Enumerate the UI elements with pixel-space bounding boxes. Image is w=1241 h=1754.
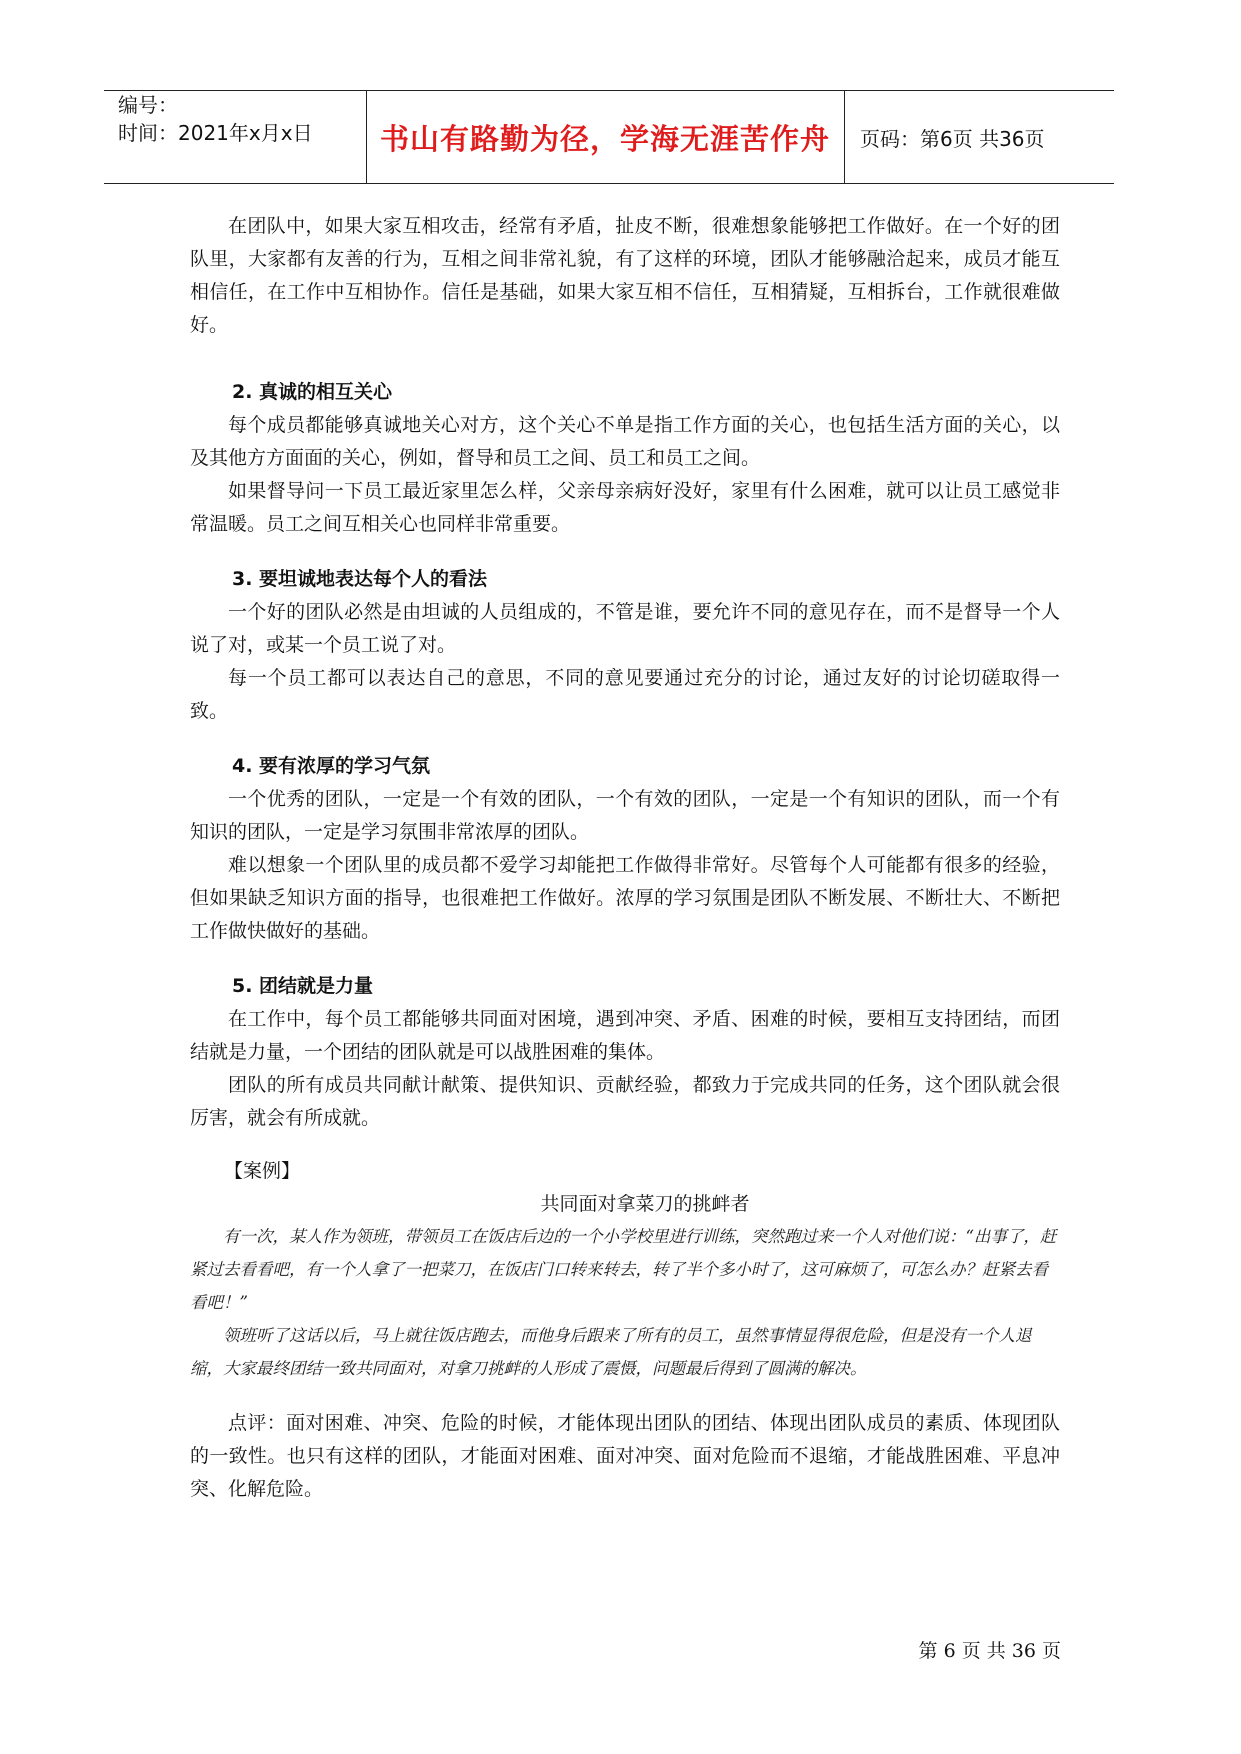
header-meta — [104, 91, 367, 183]
page-footer: 第 6 页 共 36 页 — [918, 1640, 1061, 1662]
header-motto: 书山有路勤为径，学海无涯苦作舟 — [366, 91, 845, 183]
page-header — [104, 90, 1114, 184]
case-story-paragraph: 有一次，某人作为领班，带领员工在饭店后边的一个小学校里进行训练，突然跑过来一个人对他们说：“出事了，赶紧过去看看吧，有一个人拿了一把菜刀，在饭店门口转来转去，转了半个多小时了，这可麻烦了，可怎么办？赶紧去看看吧！” — [190, 1227, 1057, 1312]
paragraph: 一个好的团队必然是由坦诚的人员组成的，不管是谁，要允许不同的意见存在，而不是督导一个人说了对，或某一个员工说了对。 — [190, 601, 1060, 656]
case-title: 共同面对拿菜刀的挑衅者 — [540, 1193, 750, 1215]
paragraph: 一个优秀的团队，一定是一个有效的团队，一个有效的团队，一定是一个有知识的团队，而一个有知识的团队，一定是学习氛围非常浓厚的团队。 — [190, 788, 1060, 843]
section-heading: 4. 要有浓厚的学习气氛 — [232, 755, 431, 777]
time-label: 时间：2021年x月x日 — [118, 121, 313, 145]
case-study — [190, 1155, 1060, 1506]
section-heading: 2. 真诚的相互关心 — [232, 381, 393, 403]
document-body — [190, 210, 1060, 1506]
section-2 — [190, 376, 1060, 541]
intro-paragraph: 在团队中，如果大家互相攻击，经常有矛盾，扯皮不断，很难想象能够把工作做好。在一个好的团队里，大家都有友善的行为，互相之间非常礼貌，有了这样的环境，团队才能够融洽起来，成员才能互相信任，在工作中互相协作。信任是基础，如果大家互相不信任，互相猜疑，互相拆台，工作就很难做好。 — [190, 215, 1060, 336]
paragraph: 在工作中，每个员工都能够共同面对困境，遇到冲突、矛盾、困难的时候，要相互支持团结，而团结就是力量，一个团结的团队就是可以战胜困难的集体。 — [190, 1008, 1060, 1063]
case-comment: 点评：面对困难、冲突、危险的时候，才能体现出团队的团结、体现出团队成员的素质、体现团队的一致性。也只有这样的团队，才能面对困难、面对冲突、面对危险而不退缩，才能战胜困难、平息冲突、化解危险。 — [190, 1412, 1060, 1500]
number-label: 编号： — [118, 93, 178, 117]
section-heading: 5. 团结就是力量 — [232, 975, 374, 997]
case-label: 【案例】 — [224, 1160, 301, 1182]
paragraph: 每一个员工都可以表达自己的意思，不同的意见要通过充分的讨论，通过友好的讨论切磋取得一致。 — [190, 667, 1060, 722]
paragraph: 难以想象一个团队里的成员都不爱学习却能把工作做得非常好。尽管每个人可能都有很多的经验，但如果缺乏知识方面的指导，也很难把工作做好。浓厚的学习氛围是团队不断发展、不断壮大、不断把工作做快做好的基础。 — [190, 854, 1060, 942]
paragraph: 每个成员都能够真诚地关心对方，这个关心不单是指工作方面的关心，也包括生活方面的关心，以及其他方方面面的关心，例如，督导和员工之间、员工和员工之间。 — [190, 414, 1060, 469]
case-story-paragraph: 领班听了这话以后，马上就往饭店跑去，而他身后跟来了所有的员工，虽然事情显得很危险，但是没有一个人退缩，大家最终团结一致共同面对，对拿刀挑衅的人形成了震慑，问题最后得到了圆满的解决。 — [190, 1326, 1032, 1378]
section-5 — [190, 970, 1060, 1135]
paragraph: 如果督导问一下员工最近家里怎么样，父亲母亲病好没好，家里有什么困难，就可以让员工感觉非常温暖。员工之间互相关心也同样非常重要。 — [190, 480, 1060, 535]
section-heading: 3. 要坦诚地表达每个人的看法 — [232, 568, 488, 590]
header-page-label: 页码：第6页 共36页 — [860, 126, 1045, 151]
section-3 — [190, 563, 1060, 728]
section-4 — [190, 750, 1060, 948]
paragraph: 团队的所有成员共同献计献策、提供知识、贡献经验，都致力于完成共同的任务，这个团队就会很厉害，就会有所成就。 — [190, 1074, 1060, 1129]
